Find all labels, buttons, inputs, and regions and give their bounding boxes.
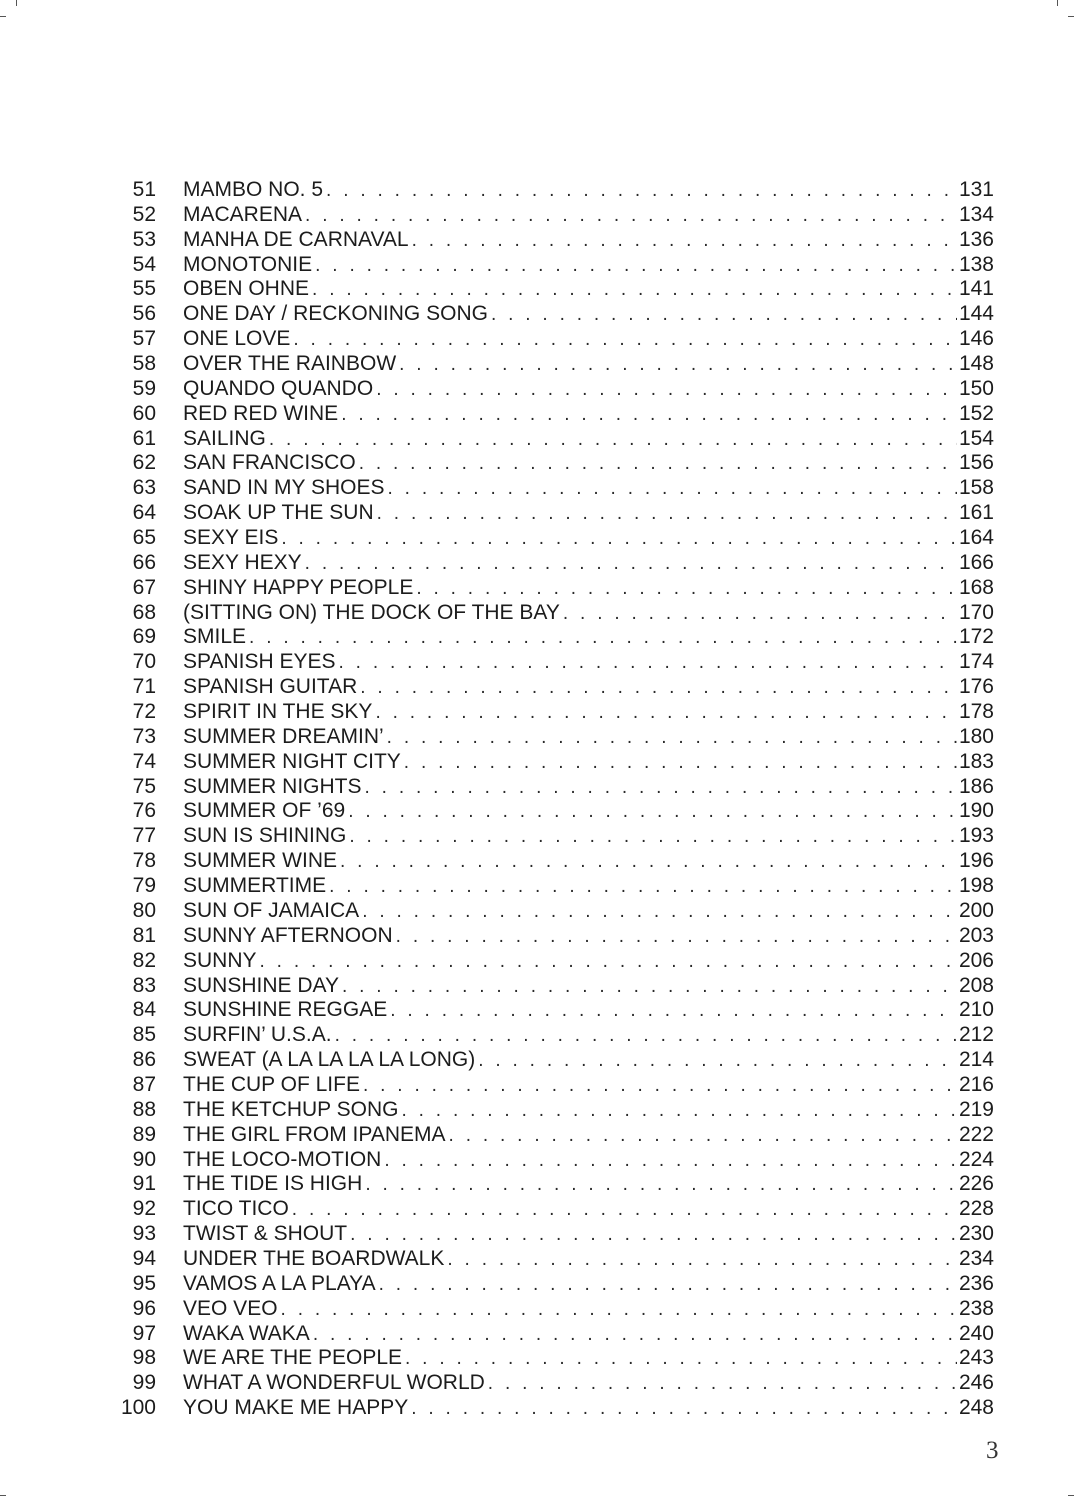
toc-entry [100,1073,994,1098]
toc-entry-title: ONE DAY / RECKONING SONG [183,302,488,326]
toc-entry-number: 90 [132,1147,156,1171]
toc-entry-page: 236 [958,1271,994,1295]
dot-leader [449,1124,957,1149]
toc-entry-page: 131 [958,178,994,201]
toc-entry [100,1346,994,1371]
toc-entry-title: SUMMER DREAMIN’ [183,724,384,748]
toc-entry-number: 81 [132,923,156,947]
dot-leader [292,1198,957,1223]
toc-entry-number: 66 [132,550,156,574]
crop-mark-top-right [1068,16,1074,17]
toc-entry-title: SUMMERTIME [183,874,327,898]
toc-entry-page: 243 [958,1346,994,1370]
toc-entry-number: 73 [132,724,156,748]
dot-leader [281,1298,957,1323]
dot-leader [359,452,957,477]
dot-leader [312,278,957,303]
toc-entry [100,551,994,576]
dot-leader [405,1347,957,1372]
toc-entry [100,352,994,377]
toc-entry-page: 178 [958,700,994,724]
toc-entry-title: SOAK UP THE SUN [183,501,374,525]
page-number: 3 [986,1437,999,1464]
toc-entry-page: 193 [958,824,994,848]
toc-entry-number: 96 [132,1296,156,1320]
toc-entry [100,998,994,1023]
toc-entry [100,451,994,476]
dot-leader [360,676,957,701]
toc-entry-number: 56 [132,302,156,326]
toc-entry-page: 183 [958,749,994,773]
toc-entry-title: WE ARE THE PEOPLE [183,1346,403,1370]
toc-entry-title: SUN OF JAMAICA [183,898,360,922]
toc-entry [100,725,994,750]
toc-entry-title: SAILING [183,426,266,450]
toc-entry-title: WHAT A WONDERFUL WORLD [183,1371,485,1395]
toc-entry-page: 144 [958,302,994,326]
toc-entry [100,1247,994,1272]
toc-entry-number: 89 [132,1122,156,1146]
toc-entry-number: 68 [132,600,156,624]
dot-leader [342,975,957,1000]
toc-entry-title: SUMMER WINE [183,849,337,873]
toc-entry-title: SEXY EIS [183,526,279,550]
toc-entry-title: VAMOS A LA PLAYA [183,1271,376,1295]
toc-entry-page: 216 [958,1072,994,1096]
toc-entry-title: SPANISH EYES [183,650,336,674]
toc-entry-number: 82 [132,948,156,972]
toc-entry-number: 77 [132,824,156,848]
dot-leader [365,1173,957,1198]
dot-leader [281,527,957,552]
toc-entry [100,427,994,452]
dot-leader [349,825,957,850]
toc-entry-page: 164 [958,526,994,550]
toc-entry-title: SUMMER OF ’69 [183,799,346,823]
toc-entry-page: 246 [958,1371,994,1395]
toc-entry-title: (SITTING ON) THE DOCK OF THE BAY [183,600,560,624]
toc-entry [100,974,994,999]
dot-leader [488,1372,957,1397]
toc-entry-page: 150 [958,376,994,400]
toc-entry-page: 156 [958,451,994,475]
toc-entry [100,924,994,949]
toc-entry-number: 69 [132,625,156,649]
toc-entry-title: MAMBO NO. 5 [183,178,324,201]
toc-entry [100,1197,994,1222]
toc-entry [100,1396,994,1421]
toc-entry [100,700,994,725]
toc-entry [100,501,994,526]
toc-entry [100,1148,994,1173]
toc-entry-number: 99 [132,1371,156,1395]
toc-entry [100,750,994,775]
toc-entry-title: MONOTONIE [183,252,313,276]
toc-entry-page: 222 [958,1122,994,1146]
toc-entry-number: 84 [132,998,156,1022]
toc-entry-page: 248 [958,1396,994,1420]
toc-entry [100,1023,994,1048]
toc-entry [100,1371,994,1396]
toc-entry [100,650,994,675]
toc-entry-number: 72 [132,700,156,724]
toc-entry-number: 100 [120,1396,156,1420]
dot-leader [329,875,957,900]
toc-entry-title: SUNNY AFTERNOON [183,923,393,947]
toc-entry [100,476,994,501]
toc-entry-title: SHINY HAPPY PEOPLE [183,575,414,599]
toc-entry-number: 86 [132,1048,156,1072]
toc-entry-page: 134 [958,202,994,226]
toc-entry [100,675,994,700]
dot-leader [339,651,957,676]
dot-leader [563,602,957,627]
toc-entry-title: SURFIN’ U.S.A. [183,1023,332,1047]
dot-leader [390,999,957,1024]
toc-entry-title: VEO VEO [183,1296,278,1320]
toc-entry-number: 53 [132,227,156,251]
toc-entry-page: 210 [958,998,994,1022]
dot-leader [326,179,957,204]
toc-entry-title: RED RED WINE [183,401,339,425]
toc-entry-number: 78 [132,849,156,873]
toc-entry-page: 190 [958,799,994,823]
toc-entry-number: 98 [132,1346,156,1370]
toc-entry-title: SUN IS SHINING [183,824,347,848]
toc-entry-number: 88 [132,1097,156,1121]
toc-entry-page: 214 [958,1048,994,1072]
toc-entry-page: 154 [958,426,994,450]
dot-leader [376,378,957,403]
dot-leader [396,925,957,950]
toc-entry [100,1322,994,1347]
crop-mark-bottom-right [1068,1495,1074,1496]
toc-entry [100,327,994,352]
toc-entry-page: 230 [958,1222,994,1246]
toc-entry-number: 91 [132,1172,156,1196]
toc-entry-number: 87 [132,1072,156,1096]
toc-entry-page: 166 [958,550,994,574]
toc-entry-page: 170 [958,600,994,624]
toc-entry-page: 198 [958,874,994,898]
toc-entry-title: THE GIRL FROM IPANEMA [183,1122,446,1146]
dot-leader [399,353,957,378]
toc-entry-number: 60 [132,401,156,425]
toc-entry-page: 238 [958,1296,994,1320]
toc-entry-page: 224 [958,1147,994,1171]
toc-entry-title: SUMMER NIGHTS [183,774,362,798]
toc-entry-number: 64 [132,501,156,525]
toc-entry [100,402,994,427]
toc-entry-page: 206 [958,948,994,972]
toc-entry-page: 212 [958,1023,994,1047]
toc-entry [100,1222,994,1247]
toc-entry-title: SUMMER NIGHT CITY [183,749,401,773]
toc-entry-page: 136 [958,227,994,251]
toc-entry-title: ONE LOVE [183,327,291,351]
toc-entry [100,849,994,874]
toc-entry [100,874,994,899]
dot-leader [293,328,957,353]
toc-entry-number: 75 [132,774,156,798]
toc-entry-number: 79 [132,874,156,898]
toc-entry-number: 80 [132,898,156,922]
dot-leader [379,1273,957,1298]
dot-leader [260,950,957,975]
toc-entry [100,601,994,626]
dot-leader [348,800,957,825]
toc-entry-number: 94 [132,1246,156,1270]
toc-entry-number: 93 [132,1222,156,1246]
dot-leader [377,502,957,527]
dot-leader [491,303,957,328]
toc-entry-title: SPIRIT IN THE SKY [183,700,373,724]
toc-entry-number: 71 [132,675,156,699]
toc-entry [100,949,994,974]
toc-entry [100,1272,994,1297]
dot-leader [478,1049,957,1074]
toc-entry-page: 200 [958,898,994,922]
toc-entry-title: SUNSHINE DAY [183,973,339,997]
toc-entry-title: THE TIDE IS HIGH [183,1172,363,1196]
toc-entry-number: 55 [132,277,156,301]
dot-leader [412,229,957,254]
toc-entry [100,277,994,302]
toc-entry-number: 57 [132,327,156,351]
dot-leader [404,751,957,776]
toc-entry-page: 152 [958,401,994,425]
dot-leader [249,626,957,651]
dot-leader [340,850,957,875]
toc-entry [100,253,994,278]
toc-entry-page: 148 [958,352,994,376]
toc-entry-title: MANHA DE CARNAVAL [183,227,409,251]
toc-entry-page: 203 [958,923,994,947]
toc-entry-number: 95 [132,1271,156,1295]
dot-leader [305,204,957,229]
crop-mark-top-left [0,16,6,17]
toc-entry [100,1123,994,1148]
dot-leader [350,1223,957,1248]
toc-entry [100,1172,994,1197]
toc-entry-number: 59 [132,376,156,400]
toc-entry-number: 61 [132,426,156,450]
toc-entry-page: 158 [958,476,994,500]
dot-leader [365,776,957,801]
toc-entry-page: 174 [958,650,994,674]
toc-entry-page: 228 [958,1197,994,1221]
toc-entry-number: 52 [132,202,156,226]
toc-entry-page: 226 [958,1172,994,1196]
toc-entry-title: THE CUP OF LIFE [183,1072,360,1096]
toc-entry-title: OVER THE RAINBOW [183,352,397,376]
toc-entry-number: 62 [132,451,156,475]
toc-entry [100,302,994,327]
toc-entry-number: 58 [132,352,156,376]
toc-entry-page: 146 [958,327,994,351]
table-of-contents [100,178,994,1421]
toc-entry-number: 97 [132,1321,156,1345]
toc-entry-title: MACARENA [183,202,303,226]
toc-entry-title: TWIST & SHOUT [183,1222,348,1246]
toc-entry-title: SWEAT (A LA LA LA LA LONG) [183,1048,476,1072]
toc-entry [100,799,994,824]
toc-entry-title: OBEN OHNE [183,277,310,301]
toc-entry-page: 180 [958,724,994,748]
toc-entry-title: YOU MAKE ME HAPPY [183,1396,409,1420]
toc-entry-page: 172 [958,625,994,649]
toc-entry-page: 168 [958,575,994,599]
toc-entry [100,775,994,800]
dot-leader [341,403,957,428]
toc-entry [100,899,994,924]
toc-entry [100,1048,994,1073]
dot-leader [384,1149,957,1174]
toc-entry-page: 240 [958,1321,994,1345]
toc-entry [100,203,994,228]
toc-entry-number: 76 [132,799,156,823]
toc-entry-number: 74 [132,749,156,773]
toc-entry-page: 138 [958,252,994,276]
toc-entry-title: QUANDO QUANDO [183,376,374,400]
toc-entry [100,178,994,203]
toc-entry-number: 92 [132,1197,156,1221]
toc-entry [100,824,994,849]
toc-entry [100,526,994,551]
toc-entry [100,377,994,402]
toc-entry [100,1297,994,1322]
dot-leader [388,477,957,502]
toc-entry [100,1098,994,1123]
dot-leader [315,254,957,279]
toc-entry-number: 63 [132,476,156,500]
dot-leader [375,701,957,726]
toc-entry-title: SUNSHINE REGGAE [183,998,388,1022]
toc-entry-page: 219 [958,1097,994,1121]
toc-entry-title: THE KETCHUP SONG [183,1097,399,1121]
toc-entry [100,576,994,601]
crop-mark-top-right-vertical [1057,0,1058,6]
crop-mark-top-left-vertical [16,0,17,6]
toc-entry-title: SAND IN MY SHOES [183,476,385,500]
toc-entry-page: 208 [958,973,994,997]
toc-entry-title: SEXY HEXY [183,550,302,574]
dot-leader [387,726,957,751]
dot-leader [447,1248,957,1273]
dot-leader [363,1074,957,1099]
toc-entry [100,228,994,253]
toc-entry-number: 85 [132,1023,156,1047]
toc-entry-number: 65 [132,526,156,550]
toc-entry-number: 54 [132,252,156,276]
toc-entry-title: SPANISH GUITAR [183,675,358,699]
toc-entry-page: 176 [958,675,994,699]
dot-leader [313,1323,957,1348]
crop-mark-bottom-left [0,1495,6,1496]
dot-leader [401,1099,956,1124]
toc-entry-page: 186 [958,774,994,798]
dot-leader [269,428,957,453]
toc-entry-title: WAKA WAKA [183,1321,310,1345]
toc-entry-title: SUNNY [183,948,257,972]
toc-entry-number: 67 [132,575,156,599]
toc-entry-page: 141 [958,277,994,301]
toc-entry-title: SMILE [183,625,247,649]
toc-entry-title: SAN FRANCISCO [183,451,356,475]
toc-entry-title: UNDER THE BOARDWALK [183,1246,445,1270]
dot-leader [362,900,957,925]
toc-entry-number: 83 [132,973,156,997]
dot-leader [411,1397,957,1422]
toc-entry-page: 234 [958,1246,994,1270]
dot-leader [335,1024,957,1049]
toc-entry-page: 196 [958,849,994,873]
toc-entry-title: THE LOCO-MOTION [183,1147,382,1171]
dot-leader [416,577,957,602]
dot-leader [305,552,957,577]
toc-entry [100,625,994,650]
toc-entry-title: TICO TICO [183,1197,289,1221]
toc-entry-number: 51 [132,178,156,201]
toc-entry-number: 70 [132,650,156,674]
toc-entry-page: 161 [958,501,994,525]
